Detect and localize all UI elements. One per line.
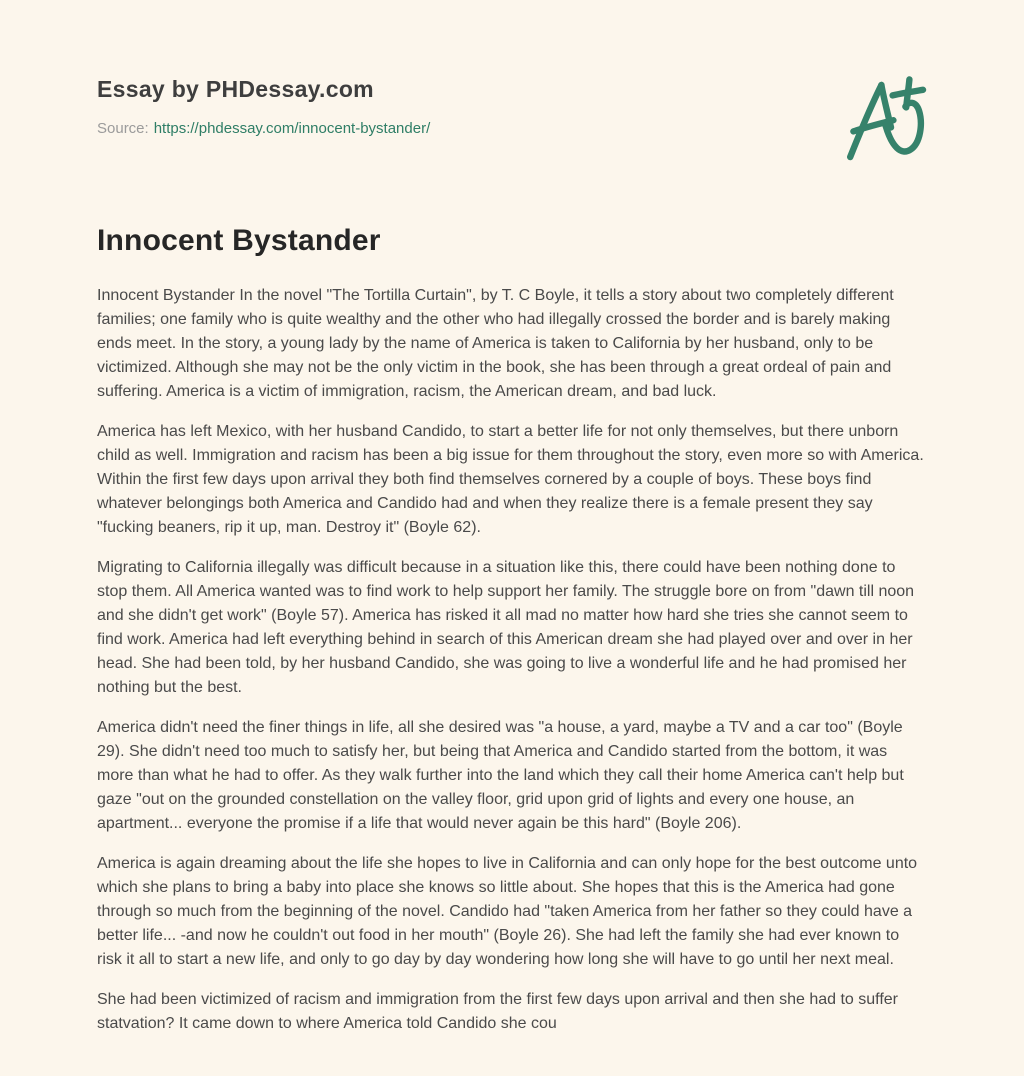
essay-title: Innocent Bystander xyxy=(97,224,381,257)
essay-paragraph-1: Innocent Bystander In the novel "The Tortilla Curtain", by T. C Boyle, it tells a story about two completely different families; one family who is quite wealthy and the other who had illegally crossed the border and is barely making ends meet. In the story, a young lady by the name of America is taken to California by her husband, only to be victimized. Although she may not be the only victim in the book, she has been through a great ordeal of pain and suffering. America is a victim of immigration, racism, the American dream, and bad luck. xyxy=(97,287,894,400)
brand-title: Essay by PHDessay.com xyxy=(97,76,374,102)
page-header xyxy=(97,66,927,172)
essay-paragraph-4: America didn't need the finer things in life, all she desired was "a house, a yard, maybe a TV and a car too" (Boyle 29). She didn't need too much to satisfy her, but being that America and Candido started from the bottom, it was more than what he had to offer. As they walk further into the land which they call their home America can't help but gaze "out on the grounded constellation on the valley floor, grid upon grid of lights and every one house, an apartment... everyone the promise if a life that would never again be this hard" (Boyle 206). xyxy=(97,719,904,832)
essay-paragraph-6: She had been victimized of racism and immigration from the first few days upon arrival and then she had to suffer statvation? It came down to where America told Candido she cou xyxy=(97,991,898,1032)
essay-paragraph-2: America has left Mexico, with her husband Candido, to start a better life for not only themselves, but there unborn child as well. Immigration and racism has been a big issue for them throughout the story, even more so with America. Within the first few days upon arrival they both find themselves cornered by a couple of boys. These boys find whatever belongings both America and Candido had and when they realize there is a female present they say "fucking beaners, rip it up, man. Destroy it" (Boyle 62). xyxy=(97,423,924,536)
source-label: Source: xyxy=(97,120,149,137)
source-line xyxy=(97,120,430,137)
phdessay-a-plus-logo-icon xyxy=(831,66,927,172)
essay-paragraph-3: Migrating to California illegally was difficult because in a situation like this, there could have been nothing done to stop them. All America wanted was to find work to help support her family. The struggle bore on from "dawn till noon and she didn't get work" (Boyle 57). America has risked it all mad no matter how hard she tries she cannot seem to find work. America had left everything behind in search of this American dream she had played over and over in her head. She had been told, by her husband Candido, she was going to live a wonderful life and he had promised her nothing but the best. xyxy=(97,559,915,696)
source-link[interactable]: https://phdessay.com/innocent-bystander/ xyxy=(153,120,431,137)
essay-content xyxy=(97,224,927,1036)
header-text-block xyxy=(97,66,430,137)
essay-paragraph-5: America is again dreaming about the life she hopes to live in California and can only hope for the best outcome unto which she plans to bring a baby into place she knows so little about. She hopes that this is the America had gone through so much from the beginning of the novel. Candido had "taken America from her father so they could have a better life... -and now he couldn't out food in her mouth" (Boyle 26). She had left the family she had ever known to risk it all to start a new life, and only to go day by day wondering how long she will have to go until her next meal. xyxy=(97,855,918,968)
